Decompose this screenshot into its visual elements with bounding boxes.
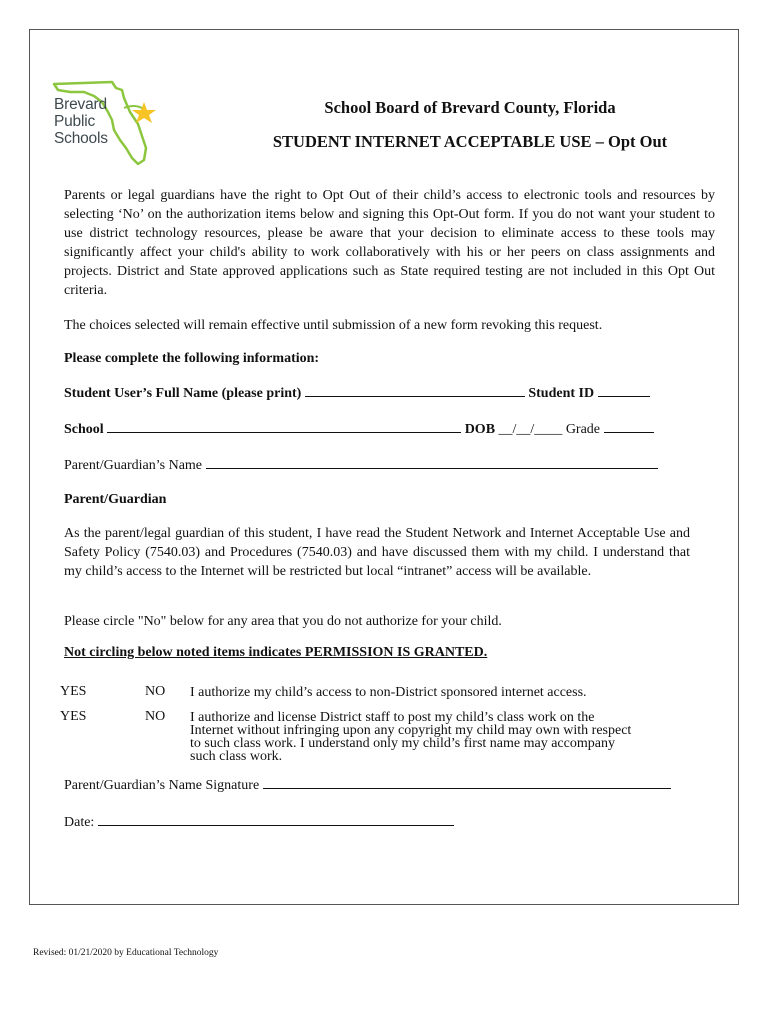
signature-field[interactable] <box>263 776 671 789</box>
student-name-row <box>64 384 650 402</box>
school-field[interactable] <box>107 420 461 433</box>
logo-wordmark <box>54 96 108 147</box>
page-title: School Board of Brevard County, Florida <box>324 98 616 117</box>
student-name-label: Student User’s Full Name (please print) <box>64 386 302 401</box>
grade-label: Grade <box>565 422 601 437</box>
permission-note: Not circling below noted items indicates PERMISSION IS GRANTED. <box>64 645 488 660</box>
guardian-name-label: Parent/Guardian’s Name <box>64 458 203 473</box>
intro-paragraph: Parents or legal guardians have the right to Opt Out of their child’s access to electronic tools and resources by selecting ‘No’ on the authorization items below and signing this Opt-Out form. If you do not want your student to use district technology resources, please be aware that your decision to eliminate access to these tools may significantly affect your child's ability to work collaboratively with his or her peers on class assignments and projects. District and State approved applications such as State required testing are not included in this Opt Out criteria. <box>64 188 715 298</box>
student-id-field[interactable] <box>598 384 650 397</box>
complete-heading: Please complete the following information: <box>64 351 320 366</box>
logo-line-1: Brevard <box>54 96 107 113</box>
auth-1-no[interactable]: NO <box>145 684 166 699</box>
student-id-label: Student ID <box>528 386 595 401</box>
brevard-logo <box>50 78 162 168</box>
guardian-name-row <box>64 456 658 474</box>
school-row <box>64 420 654 438</box>
form-subtitle: STUDENT INTERNET ACCEPTABLE USE – Opt Out <box>272 132 668 151</box>
date-field[interactable] <box>98 813 454 826</box>
effective-note: The choices selected will remain effective until submission of a new form revoking this request. <box>64 318 603 333</box>
date-row <box>64 813 454 831</box>
auth-1-text: I authorize my child’s access to non-District sponsored internet access. <box>190 685 587 700</box>
auth-2-yes[interactable]: YES <box>60 709 87 724</box>
circle-instruction: Please circle "No" below for any area that you do not authorize for your child. <box>64 614 502 629</box>
guardian-heading: Parent/Guardian <box>64 492 167 507</box>
signature-row <box>64 776 671 794</box>
school-label: School <box>64 422 104 437</box>
student-name-field[interactable] <box>305 384 525 397</box>
guardian-name-field[interactable] <box>206 456 658 469</box>
dob-field[interactable]: __/__/____ <box>498 422 563 437</box>
auth-2-no[interactable]: NO <box>145 709 166 724</box>
auth-2-text: I authorize and license District staff to post my child’s class work on the Internet without infringing upon any copyright my child may own with respect to such class work. I understand only my child’s first name may accompany such class work. <box>190 710 632 764</box>
logo-line-3: Schools <box>54 130 108 147</box>
date-label: Date: <box>64 815 95 830</box>
auth-1-yes[interactable]: YES <box>60 684 87 699</box>
logo-line-2: Public <box>54 113 96 130</box>
dob-label: DOB <box>464 422 496 437</box>
guardian-statement: As the parent/legal guardian of this student, I have read the Student Network and Internet Acceptable Use and Safety Policy (7540.03) and Procedures (7540.03) and have discussed them with my child. I understand that my child’s access to the Internet will be restricted but local “intranet” access will be available. <box>64 526 690 579</box>
signature-label: Parent/Guardian’s Name Signature <box>64 778 260 793</box>
revision-footer: Revised: 01/21/2020 by Educational Technology <box>33 948 219 958</box>
grade-field[interactable] <box>604 420 654 433</box>
